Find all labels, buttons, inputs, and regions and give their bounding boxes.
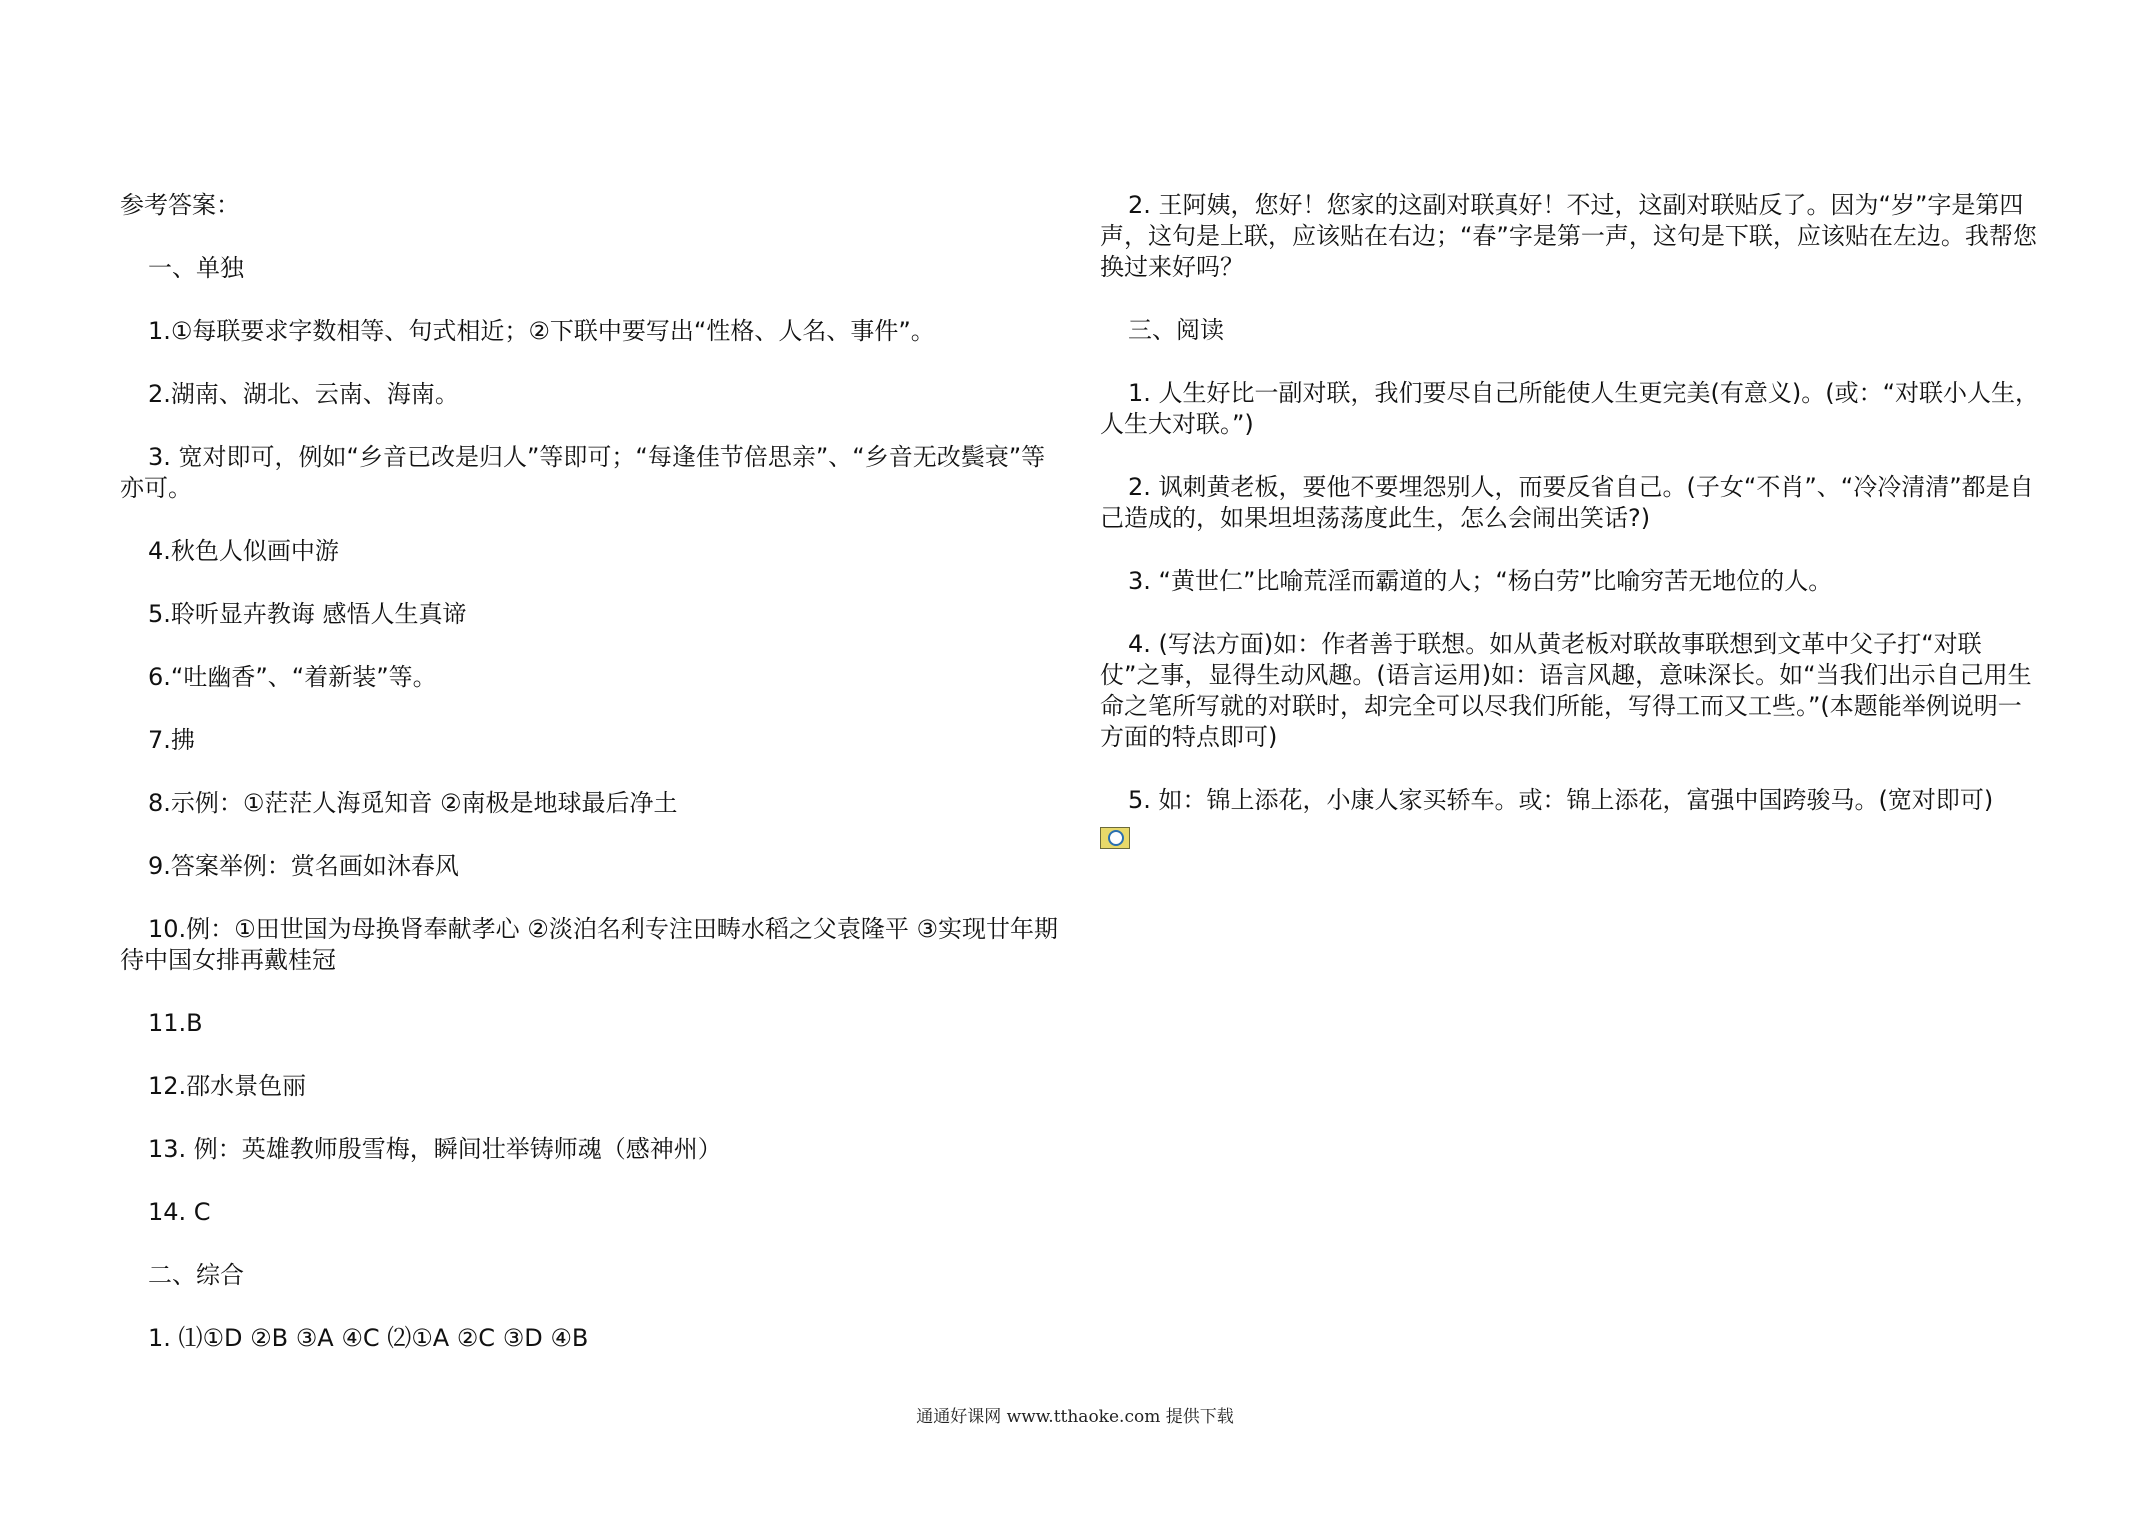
answer-item: 7.拂 [148,726,195,754]
answer-item: 13. 例：英雄教师殷雪梅，瞬间壮举铸师魂（感神州） [148,1135,722,1163]
answer-item: 5. 如：锦上添花，小康人家买轿车。或：锦上添花，富强中国跨骏马。(宽对即可) [1128,786,1994,814]
answer-item: 2. 讽刺黄老板，要他不要埋怨别人，而要反省自己。(子女“不肖”、“冷冷清清”都是自己造成的，如果坦坦荡荡度此生，怎么会闹出笑话?) [1100,473,2034,532]
answer-item: 12.邵水景色丽 [148,1072,307,1100]
answer-item: 6.“吐幽香”、“着新装”等。 [148,663,437,691]
section-heading-3: 三、阅读 [1128,316,1224,344]
answer-item: 3. 宽对即可，例如“乡音已改是归人”等即可；“每逢佳节倍思亲”、“乡音无改鬓衰”等亦可。 [120,443,1046,502]
left-column [120,190,1060,1386]
right-column [1100,190,2040,853]
answer-item: 3. “黄世仁”比喻荒淫而霸道的人；“杨白劳”比喻穷苦无地位的人。 [1128,567,1833,595]
answer-item: 1. ⑴①D ②B ③A ④C ⑵①A ②C ③D ④B [148,1324,589,1352]
answer-item: 14. C [148,1198,211,1226]
section-heading-1: 一、单独 [148,254,244,282]
footer-credit: 通通好课网 www.tthaoke.com 提供下载 [916,1407,1234,1427]
answer-item: 4.秋色人似画中游 [148,537,339,565]
answer-item: 4. (写法方面)如：作者善于联想。如从黄老板对联故事联想到文革中父子打“对联仗”之事，显得生动风趣。(语言运用)如：语言风趣，意味深长。如“当我们出示自己用生命之笔所写就的对联时，却完全可以尽我们所能，写得工而又工些。”(本题能举例说明一方面的特点即可) [1100,630,2032,751]
answer-item: 5.聆听显卉教诲 感悟人生真谛 [148,600,467,628]
answer-item: 2.湖南、湖北、云南、海南。 [148,380,459,408]
answer-item: 8.示例：①茫茫人海觅知音 ②南极是地球最后净土 [148,789,678,817]
embedded-object-icon[interactable] [1100,827,1130,849]
answer-item: 10.例：①田世国为母换肾奉献孝心 ②淡泊名利专注田畴水稻之父袁隆平 ③实现廿年期待中国女排再戴桂冠 [120,915,1058,974]
answer-heading: 参考答案： [120,191,240,219]
answer-item: 1.①每联要求字数相等、句式相近；②下联中要写出“性格、人名、事件”。 [148,317,935,345]
answer-item: 1. 人生好比一副对联，我们要尽自己所能使人生更完美(有意义)。(或：“对联小人生，人生大对联。”) [1100,379,2040,438]
answer-item: 11.B [148,1009,203,1037]
section-heading-2: 二、综合 [148,1261,244,1289]
answer-item: 9.答案举例：赏名画如沐春风 [148,852,459,880]
answer-item: 2. 王阿姨，您好！您家的这副对联真好！不过，这副对联贴反了。因为“岁”字是第四声，这句是上联，应该贴在右边；“春”字是第一声，这句是下联，应该贴在左边。我帮您换过来好吗？ [1100,191,2037,281]
